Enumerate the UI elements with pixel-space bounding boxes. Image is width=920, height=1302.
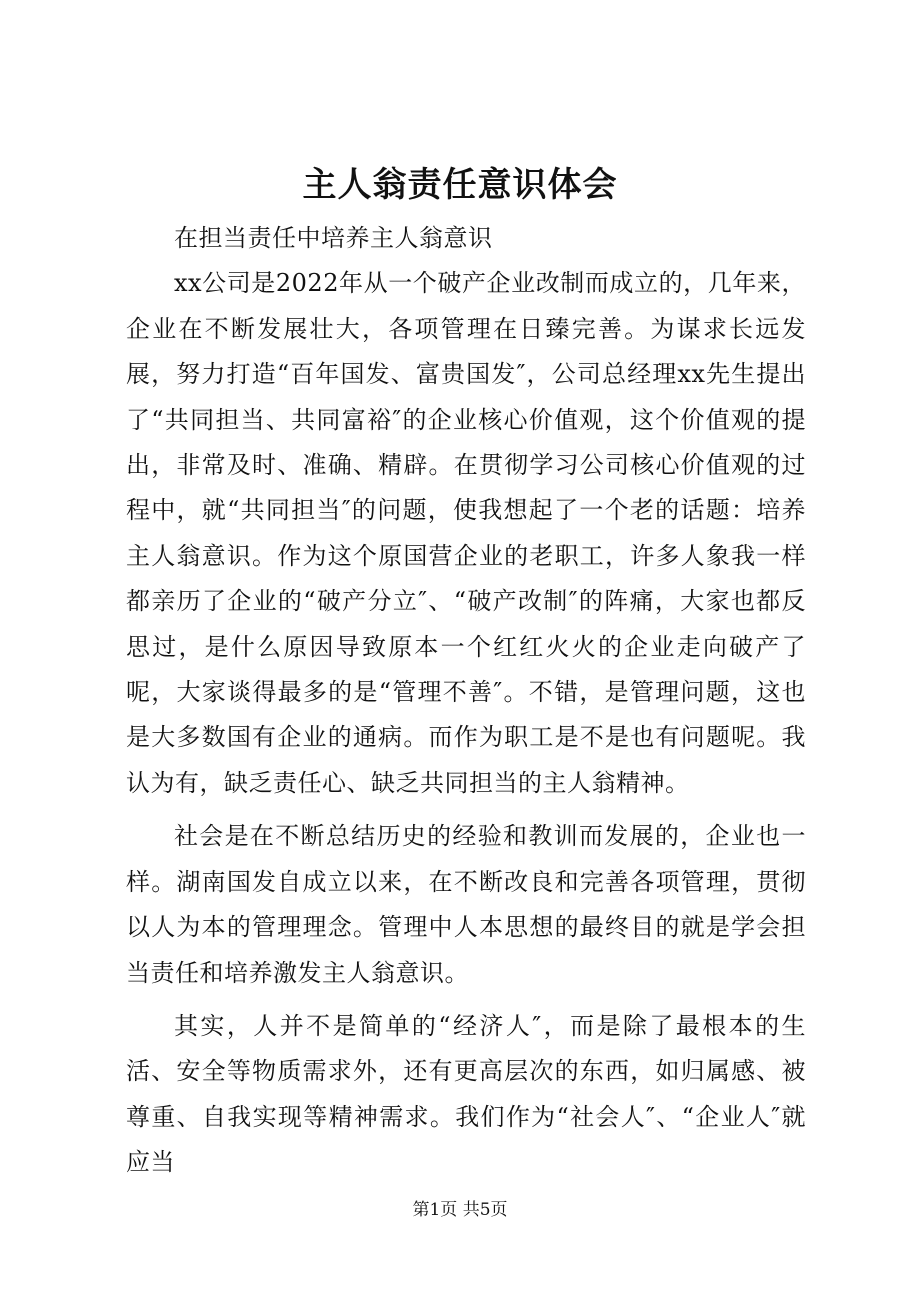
document-title: 主人翁责任意识体会	[302, 165, 618, 205]
body-paragraph-2: 社会是在不断总结历史的经验和教训而发展的，企业也一样。湖南国发自成立以来，在不断改良和完善各项管理，贯彻以人为本的管理理念。管理中人本思想的最终目的就是学会担当责任和培养激发主人翁意识。	[126, 822, 806, 987]
subtitle-paragraph: 在担当责任中培养主人翁意识	[174, 224, 493, 252]
body-paragraph-1: xx公司是2022年从一个破产企业改制而成立的，几年来，企业在不断发展壮大，各项管理在日臻完善。为谋求长远发展，努力打造“百年国发、富贵国发″，公司总经理xx先生提出了“共同担当、共同富裕″的企业核心价值观，这个价值观的提出，非常及时、准确、精辟。在贯彻学习公司核心价值观的过程中，就“共同担当″的问题，使我想起了一个老的话题：培养主人翁意识。作为这个原国营企业的老职工，许多人象我一样都亲历了企业的“破产分立″、“破产改制″的阵痛，大家也都反思过，是什么原因导致原本一个红红火火的企业走向破产了呢，大家谈得最多的是“管理不善″。不错，是管理问题，这也是大多数国有企业的通病。而作为职工是不是也有问题呢。我认为有，缺乏责任心、缺乏共同担当的主人翁精神。	[126, 269, 806, 797]
page-footer: 第1页 共5页	[412, 1200, 508, 1220]
document-body	[126, 216, 806, 1186]
body-paragraph-3: 其实，人并不是简单的“经济人″，而是除了最根本的生活、安全等物质需求外，还有更高层次的东西，如归属感、被尊重、自我实现等精神需求。我们作为“社会人″、“企业人″就应当	[126, 1011, 806, 1177]
